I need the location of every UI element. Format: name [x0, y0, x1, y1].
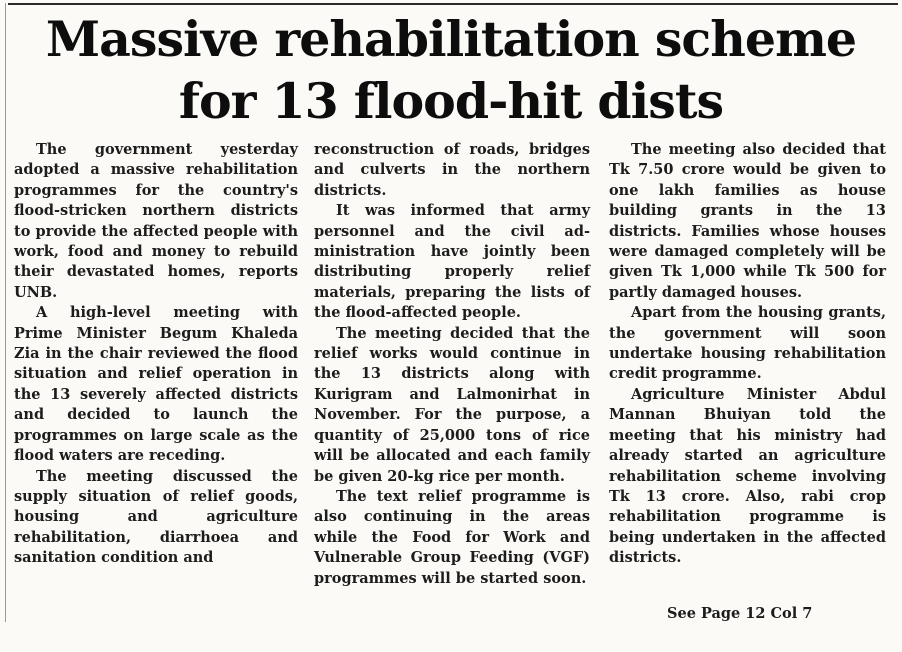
article-column-3 — [609, 140, 886, 569]
paragraph: A high-level meeting with Prime Minister Begum Khaleda Zia in the chair reviewed the flood situation and relief operation in the 13 severely affected districts and decided to launch the programmes on large scale as the flood waters are receding. — [14, 304, 298, 465]
headline — [0, 8, 902, 132]
paragraph: Agriculture Minister Abdul Mannan Bhuiyan told the meeting that his ministry had already started an agriculture rehabilitation scheme involving Tk 13 crore. Also, rabi crop rehabilitation programme is being undertaken in the affected districts. — [609, 385, 886, 567]
headline-line-1: Massive rehabilitation scheme — [45, 10, 857, 68]
paragraph: It was informed that army personnel and the civil administration have jointly been distributing properly relief materials, preparing the lists of the flood-affected people. — [314, 202, 590, 322]
paragraph: The meeting decided that the relief works would continue in the 13 districts along with Kurigram and Lalmonirhat in November. For the purpose, a quantity of 25,000 tons of rice will be allocated and each family be given 20-kg rice per month. — [314, 324, 590, 485]
paragraph-continued: reconstruction of roads, bridges and culverts in the northern districts. — [314, 141, 590, 199]
continuation-jump-line: See Page 12 Col 7 — [667, 605, 813, 622]
paragraph: The text relief programme is also continuing in the areas while the Food for Work and Vulnerable Group Feeding (VGF) programmes will be started soon. — [314, 487, 590, 587]
top-rule — [8, 3, 898, 5]
article-column-1 — [14, 140, 298, 569]
paragraph: The government yesterday adopted a massive rehabilitation programmes for the country's flood-stricken northern districts to provide the affected people with work, food and money to rebuild their devastated homes, reports UNB. — [14, 141, 298, 301]
article-column-2 — [314, 140, 590, 589]
paragraph: Apart from the housing grants, the government will soon undertake housing rehabilitation credit programme. — [609, 304, 886, 383]
headline-line-2: for 13 flood-hit dists — [178, 72, 724, 130]
paragraph: The meeting discussed the supply situation of relief goods, housing and agriculture rehabilitation, diarrhoea and sanitation condition and — [14, 467, 298, 567]
paragraph: The meeting also decided that Tk 7.50 crore would be given to one lakh families as house building grants in the 13 districts. Families whose houses were damaged completely will be given Tk 1,000 while Tk 500 for partly damaged houses. — [609, 141, 886, 301]
